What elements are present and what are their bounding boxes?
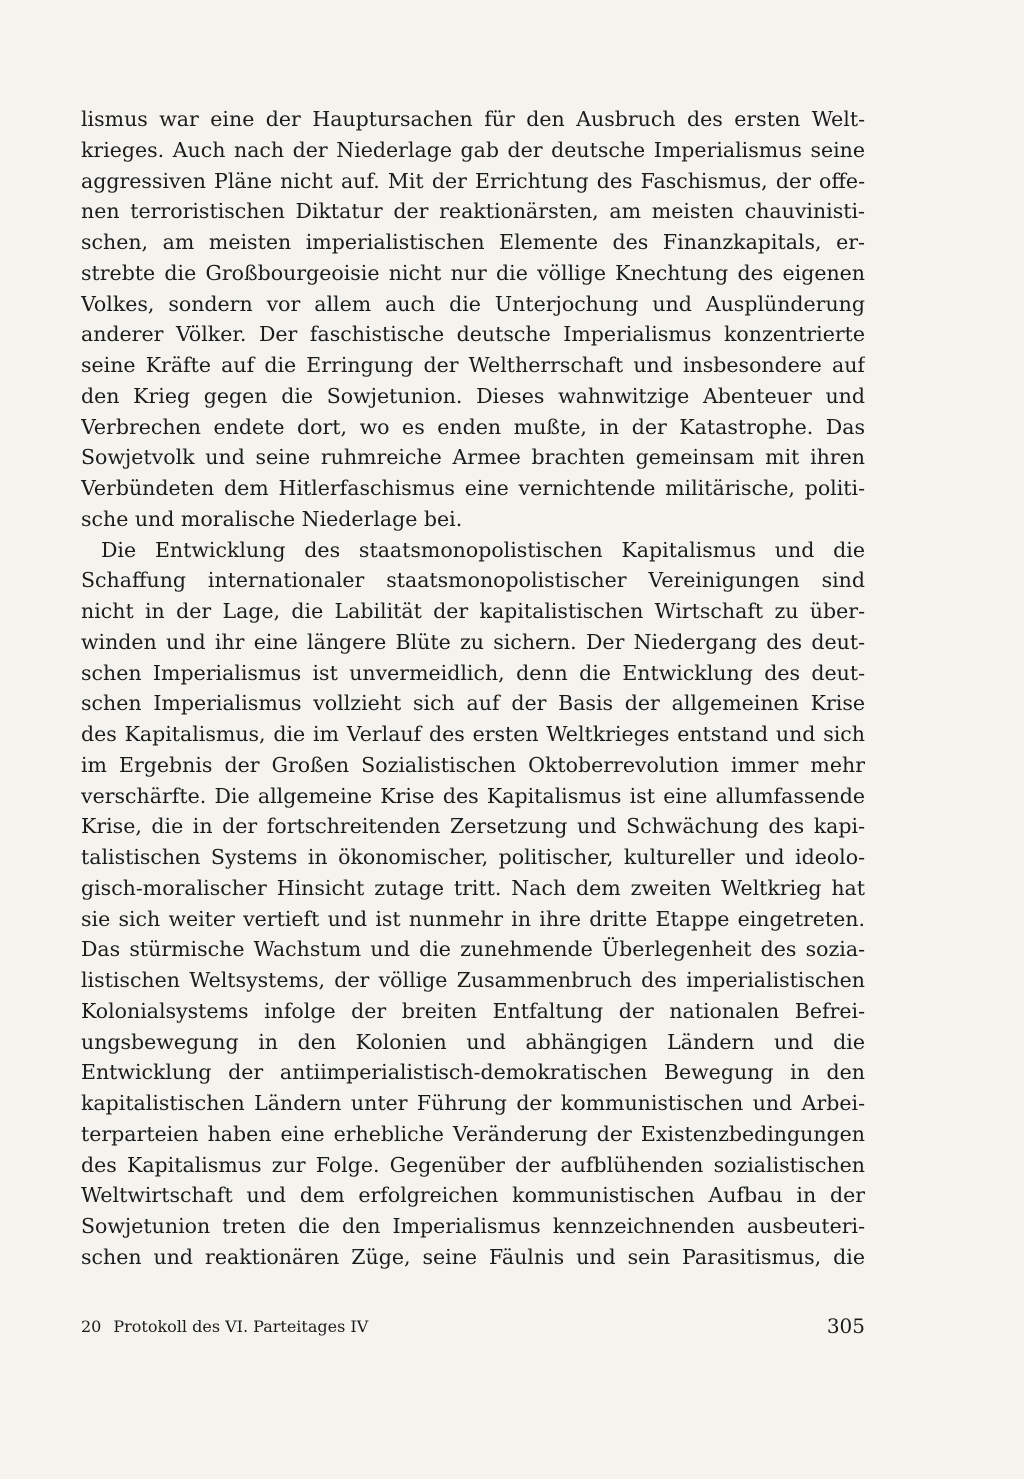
printer-signature <box>81 1316 368 1338</box>
text-line: Verbündeten dem Hitlerfaschismus eine vernichtende militärische, politi- <box>81 476 865 500</box>
text-line: des Kapitalismus, die im Verlauf des ersten Weltkrieges entstand und sich <box>81 722 865 746</box>
text-line: lismus war eine der Hauptursachen für den Ausbruch des ersten Welt- <box>81 107 865 131</box>
text-line: ungsbewegung in den Kolonien und abhängigen Ländern und die <box>81 1029 865 1054</box>
text-line: strebte die Großbourgeoisie nicht nur die völlige Knechtung des eigenen <box>81 260 865 285</box>
text-line: Entwicklung der antiimperialistisch-demokratischen Bewegung in den <box>81 1060 865 1085</box>
text-line: sie sich weiter vertieft und ist nunmehr in ihre dritte Etappe eingetreten. <box>81 906 865 931</box>
page-number: 305 <box>826 1314 865 1338</box>
text-line: seine Kräfte auf die Erringung der Weltherrschaft und insbesondere auf <box>81 353 865 377</box>
text-line: Krise, die in der fortschreitenden Zersetzung und Schwächung des kapi- <box>81 814 865 839</box>
signature-title: Protokoll des VI. Parteitages IV <box>113 1317 369 1336</box>
text-line: schen Imperialismus ist unvermeidlich, denn die Entwicklung des deut- <box>81 660 865 685</box>
text-line: schen, am meisten imperialistischen Elemente des Finanzkapitals, er- <box>81 230 865 254</box>
text-line: kapitalistischen Ländern unter Führung der kommunistischen und Arbei- <box>81 1091 865 1115</box>
text-line: krieges. Auch nach der Niederlage gab der deutsche Imperialismus seine <box>81 137 865 162</box>
text-line: schen Imperialismus vollzieht sich auf der Basis der allgemeinen Krise <box>81 691 865 716</box>
text-line: Verbrechen endete dort, wo es enden mußte, in der Katastrophe. Das <box>81 414 865 439</box>
text-line: anderer Völker. Der faschistische deutsche Imperialismus konzentrierte <box>81 322 865 347</box>
text-line: verschärfte. Die allgemeine Krise des Kapitalismus ist eine allumfassende <box>81 783 865 808</box>
text-line: Weltwirtschaft und dem erfolgreichen kommunistischen Aufbau in der <box>81 1183 865 1208</box>
text-line: im Ergebnis der Großen Sozialistischen Oktoberrevolution immer mehr <box>81 752 865 777</box>
text-line: nicht in der Lage, die Labilität der kapitalistischen Wirtschaft zu über- <box>81 599 865 623</box>
text-line: talistischen Systems in ökonomischer, politischer, kultureller und ideolo- <box>81 845 865 869</box>
text-line: Die Entwicklung des staatsmonopolistischen Kapitalismus und die <box>101 537 865 562</box>
text-line: nen terroristischen Diktatur der reaktionärsten, am meisten chauvinisti- <box>81 199 865 224</box>
text-line: sche und moralische Niederlage bei. <box>81 506 463 531</box>
text-line: Schaffung internationaler staatsmonopolistischer Vereinigungen sind <box>81 568 865 593</box>
text-line: Sowjetunion treten die den Imperialismus kennzeichnenden ausbeuteri- <box>81 1214 865 1238</box>
text-line: listischen Weltsystems, der völlige Zusammenbruch des imperialistischen <box>81 968 865 992</box>
text-line: winden und ihr eine längere Blüte zu sichern. Der Niedergang des deut- <box>81 629 865 654</box>
signature-number: 20 <box>81 1317 102 1336</box>
body-text <box>81 104 865 1273</box>
text-line: Das stürmische Wachstum und die zunehmende Überlegenheit des sozia- <box>81 937 865 962</box>
text-line: terparteien haben eine erhebliche Veränderung der Existenzbedingungen <box>81 1121 865 1146</box>
text-line: aggressiven Pläne nicht auf. Mit der Errichtung des Faschismus, der offe- <box>81 168 865 193</box>
text-line: schen und reaktionären Züge, seine Fäulnis und sein Parasitismus, die <box>81 1244 865 1269</box>
text-line: Volkes, sondern vor allem auch die Unterjochung und Ausplünderung <box>81 291 865 316</box>
text-line: den Krieg gegen die Sowjetunion. Dieses wahnwitzige Abenteuer und <box>81 383 865 408</box>
text-line: Sowjetvolk und seine ruhmreiche Armee brachten gemeinsam mit ihren <box>81 445 865 470</box>
text-line: des Kapitalismus zur Folge. Gegenüber der aufblühenden sozialistischen <box>81 1152 865 1177</box>
text-line: Kolonialsystems infolge der breiten Entfaltung der nationalen Befrei- <box>81 998 865 1023</box>
text-line: gisch-moralischer Hinsicht zutage tritt. Nach dem zweiten Weltkrieg hat <box>81 875 865 900</box>
